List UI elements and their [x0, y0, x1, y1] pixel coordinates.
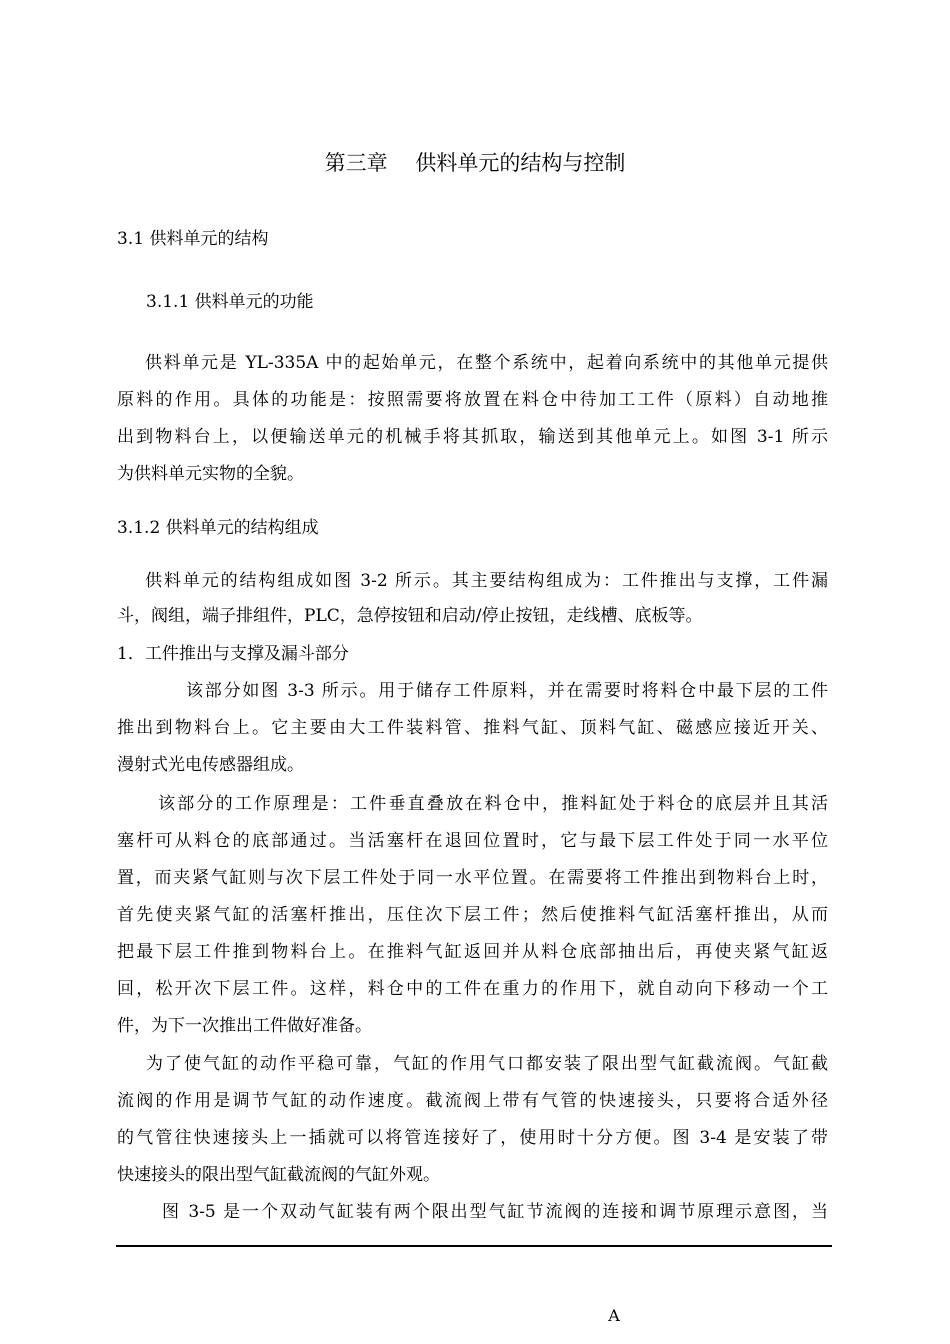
paragraph-line: 置，而夹紧气缸则与次下层工件处于同一水平位置。在需要将工件推出到物料台上时， [117, 868, 828, 888]
section-heading-3-1: 3.1 供料单元的结构 [117, 229, 269, 249]
item-heading-1: 1．工件推出与支撑及漏斗部分 [117, 644, 349, 664]
section-heading-3-1-2: 3.1.2 供料单元的结构组成 [117, 518, 319, 538]
paragraph-line: 供料单元的结构组成如图 3-2 所示。其主要结构组成为：工件推出与支撑，工件漏 [145, 571, 828, 591]
paragraph-line: 件，为下一次推出工件做好准备。 [117, 1016, 372, 1036]
paragraph-line: 流阀的作用是调节气缸的动作速度。截流阀上带有气管的快速接头，只要将合适外径 [117, 1091, 828, 1111]
paragraph-line: 该部分的工作原理是：工件垂直叠放在料仓中，推料缸处于料仓的底层并且其活 [158, 794, 828, 814]
footer-divider [116, 1245, 832, 1247]
paragraph-line: 首先使夹紧气缸的活塞杆推出，压住次下层工件；然后使推料气缸活塞杆推出，从而 [117, 905, 828, 925]
paragraph-line: 回，松开次下层工件。这样，料仓中的工件在重力的作用下，就自动向下移动一个工 [117, 979, 828, 999]
paragraph-line: 出到物料台上，以便输送单元的机械手将其抓取，输送到其他单元上。如图 3-1 所示 [117, 427, 828, 447]
paragraph-line: 原料的作用。具体的功能是：按照需要将放置在料仓中待加工工件（原料）自动地推 [117, 390, 828, 410]
paragraph-line: 为供料单元实物的全貌。 [117, 464, 304, 484]
section-heading-3-1-1: 3.1.1 供料单元的功能 [146, 292, 314, 312]
paragraph-line: 图 3-5 是一个双动气缸装有两个限出型气缸节流阀的连接和调节原理示意图，当 [162, 1202, 828, 1222]
page-number: A [608, 1306, 620, 1325]
paragraph-line: 该部分如图 3-3 所示。用于储存工件原料，并在需要时将料仓中最下层的工件 [186, 681, 828, 701]
paragraph-line: 推出到物料台上。它主要由大工件装料管、推料气缸、顶料气缸、磁感应接近开关、 [117, 718, 828, 738]
paragraph-line: 快速接头的限出型气缸截流阀的气缸外观。 [117, 1165, 440, 1185]
paragraph-line: 的气管往快速接头上一插就可以将管连接好了，使用时十分方便。图 3-4 是安装了带 [117, 1128, 828, 1148]
paragraph-line: 漫射式光电传感器组成。 [117, 755, 304, 775]
paragraph-line: 把最下层工件推到物料台上。在推料气缸返回并从料仓底部抽出后，再使夹紧气缸返 [117, 942, 828, 962]
paragraph-line: 供料单元是 YL-335A 中的起始单元，在整个系统中，起着向系统中的其他单元提供 [145, 353, 828, 373]
paragraph-line: 斗，阀组，端子排组件，PLC，急停按钮和启动/停止按钮，走线槽、底板等。 [117, 606, 703, 626]
chapter-title: 第三章 供料单元的结构与控制 [324, 151, 626, 175]
paragraph-line: 为了使气缸的动作平稳可靠，气缸的作用气口都安装了限出型气缸截流阀。气缸截 [146, 1054, 828, 1074]
paragraph-line: 塞杆可从料仓的底部通过。当活塞杆在退回位置时，它与最下层工件处于同一水平位 [117, 831, 828, 851]
